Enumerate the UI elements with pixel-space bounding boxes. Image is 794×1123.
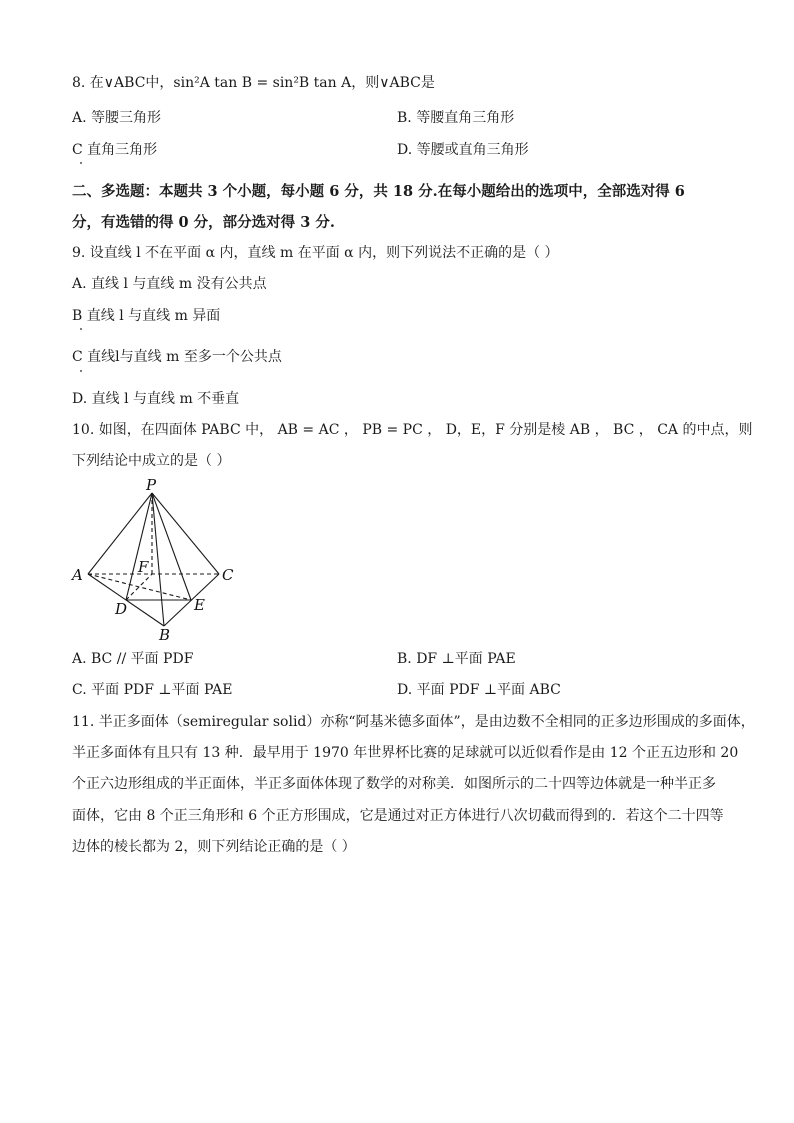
q11-line3: 个正六边形组成的半正面体，半正多面体体现了数学的对称美．如图所示的二十四等边体就是一种半正多 [72, 776, 716, 792]
stray-dot [80, 328, 82, 330]
edge-pe [152, 493, 191, 600]
q9-option-b: B 直线 l 与直线 m 异面 [72, 308, 221, 324]
label-a: A [72, 566, 83, 584]
segment-ae-hidden [88, 574, 191, 600]
q9-option-d: D. 直线 l 与直线 m 不垂直 [72, 391, 240, 407]
q10-option-d: D. 平面 PDF ⊥平面 ABC [397, 682, 561, 698]
q9-option-a: A. 直线 l 与直线 m 没有公共点 [72, 276, 267, 292]
q10-option-c: C. 平面 PDF ⊥平面 PAE [72, 682, 233, 698]
section-heading-line1: 二、多选题：本题共 3 个小题，每小题 6 分，共 18 分.在每小题给出的选项中，全部选对得 6 [72, 183, 685, 200]
label-b: B [159, 626, 171, 644]
q9-option-c: C 直线l与直线 m 至多一个公共点 [72, 349, 282, 365]
section-heading-line2: 分，有选错的得 0 分，部分选对得 3 分. [72, 214, 335, 231]
edge-pc [152, 493, 219, 574]
q10-option-b: B. DF ⊥平面 PAE [397, 651, 516, 667]
label-p: P [146, 476, 157, 494]
tetrahedron-figure [66, 476, 246, 646]
label-e: E [194, 596, 205, 614]
q10-option-a: A. BC // 平面 PDF [72, 651, 194, 667]
q11-line2: 半正多面体有且只有 13 种．最早用于 1970 年世界杯比赛的足球就可以近似看作是由 12 个正五边形和 20 [72, 745, 739, 761]
label-d: D [115, 600, 128, 618]
q11-line5: 边体的棱长都为 2，则下列结论正确的是（ ） [72, 839, 356, 855]
stray-dot [80, 370, 82, 372]
q8-option-a: A. 等腰三角形 [72, 110, 162, 126]
q11-line4: 面体，它由 8 个正三角形和 6 个正方形围成，它是通过对正方体进行八次切截而得到的．若这个二十四等 [72, 808, 724, 824]
q10-stem-line1: 10. 如图，在四面体 PABC 中， AB = AC ， PB = PC ， D，E，F 分别是棱 AB ， BC ， CA 的中点，则 [72, 422, 753, 438]
q8-option-c: C 直角三角形 [72, 142, 158, 158]
q10-stem-line2: 下列结论中成立的是（ ） [72, 453, 231, 469]
q9-stem: 9. 设直线 l 不在平面 α 内，直线 m 在平面 α 内，则下列说法不正确的是（ ） [72, 245, 559, 261]
q8-stem: 8. 在∨ABC中，sin²A tan B = sin²B tan A，则∨ABC是 [72, 75, 435, 91]
edge-pb [152, 493, 164, 626]
q8-option-d: D. 等腰或直角三角形 [397, 142, 529, 158]
stray-dot [80, 162, 82, 164]
q11-line1: 11. 半正多面体（semiregular solid）亦称“阿基米德多面体”，是由边数不全相同的正多边形围成的多面体， [72, 714, 755, 730]
q8-option-b: B. 等腰直角三角形 [397, 110, 515, 126]
label-f: F [138, 558, 149, 576]
label-c: C [222, 566, 234, 584]
